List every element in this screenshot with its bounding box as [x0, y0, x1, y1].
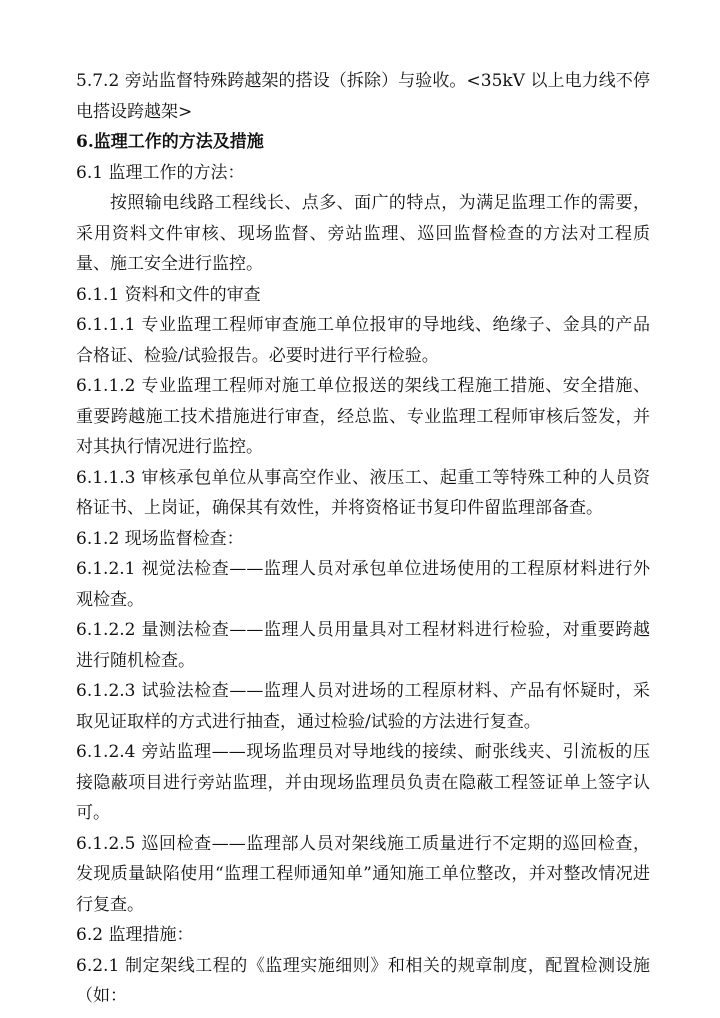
subheading-6-1: 6.1 监理工作的方法： — [76, 162, 245, 183]
paragraph-6-1-2-1: 6.1.2.1 视觉法检查——监理人员对承包单位进场使用的工程原材料进行外观检查。 — [76, 559, 650, 610]
paragraph-6-1-1-3: 6.1.1.3 审核承包单位从事高空作业、液压工、起重工等特殊工种的人员资格证书、上岗证，确保其有效性，并将资格证书复印件留监理部备查。 — [76, 467, 650, 518]
paragraph-6-1-1-1: 6.1.1.1 专业监理工程师审查施工单位报审的导地线、绝缘子、金具的产品合格证、检验/试验报告。必要时进行平行检验。 — [76, 315, 650, 366]
paragraph-6-1-1-2: 6.1.1.2 专业监理工程师对施工单位报送的架线工程施工措施、安全措施、重要跨越施工技术措施进行审查，经总监、专业监理工程师审核后签发，并对其执行情况进行监控。 — [76, 376, 650, 457]
subheading-6-1-1: 6.1.1 资料和文件的审查 — [76, 284, 261, 305]
paragraph-6-1-2-4: 6.1.2.4 旁站监理——现场监理员对导地线的接续、耐张线夹、引流板的压接隐蔽项目进行旁站监理，并由现场监理员负责在隐蔽工程签证单上签字认可。 — [76, 742, 650, 823]
section-heading-6: 6.监理工作的方法及措施 — [76, 132, 264, 152]
paragraph-6-1-2-2: 6.1.2.2 量测法检查——监理人员用量具对工程材料进行检验，对重要跨越进行随机检查。 — [76, 620, 650, 671]
subheading-6-2: 6.2 监理措施： — [76, 925, 194, 945]
paragraph-5-7-2: 5.7.2 旁站监督特殊跨越架的搭设（拆除）与验收。<35kV 以上电力线不停电搭设跨越架> — [76, 71, 650, 122]
paragraph-6-2-1: 6.2.1 制定架线工程的《监理实施细则》和相关的规章制度，配置检测设施（如： — [76, 955, 650, 1006]
subheading-6-1-2: 6.1.2 现场监督检查： — [76, 528, 244, 549]
paragraph-intro: 按照输电线路工程线长、点多、面广的特点，为满足监理工作的需要，采用资料文件审核、现场监督、旁站监理、巡回监督检查的方法对工程质量、施工安全进行监控。 — [76, 193, 650, 274]
paragraph-6-1-2-3: 6.1.2.3 试验法检查——监理人员对进场的工程原材料、产品有怀疑时，采取见证取样的方式进行抽查，通过检验/试验的方法进行复查。 — [76, 681, 650, 732]
document-page — [76, 66, 650, 1012]
paragraph-6-1-2-5: 6.1.2.5 巡回检查——监理部人员对架线施工质量进行不定期的巡回检查，发现质量缺陷使用“监理工程师通知单”通知施工单位整改，并对整改情况进行复查。 — [76, 833, 650, 915]
